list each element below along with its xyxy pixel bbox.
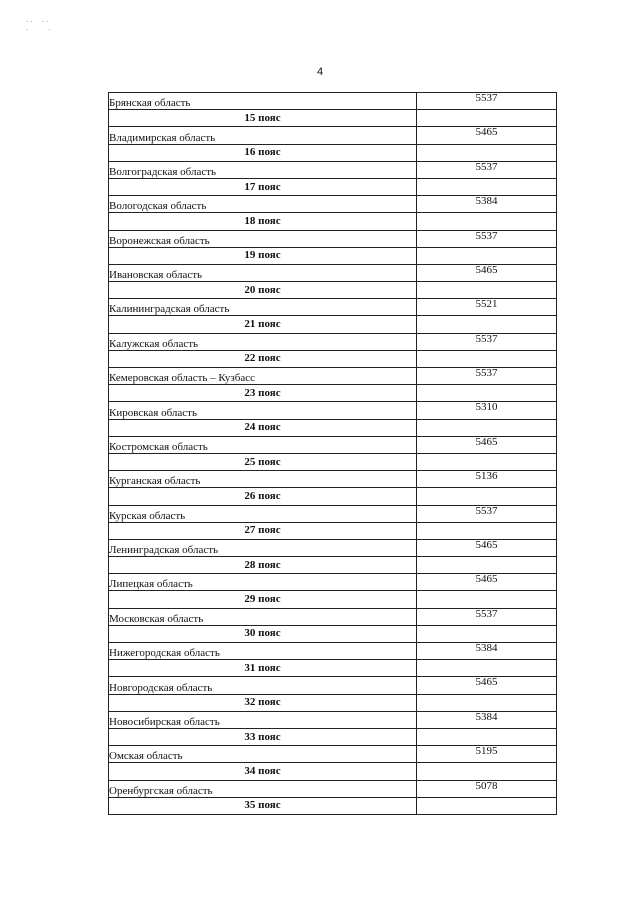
region-name: Липецкая область <box>109 574 417 591</box>
zone-header-row <box>109 178 557 195</box>
zone-value-empty <box>417 660 557 677</box>
region-value: 5465 <box>417 436 557 453</box>
region-name: Вологодская область <box>109 196 417 213</box>
zone-label: 26 пояс <box>109 488 417 505</box>
zone-value-empty <box>417 591 557 608</box>
zone-label: 25 пояс <box>109 453 417 470</box>
zone-label: 18 пояс <box>109 213 417 230</box>
zone-header-row <box>109 247 557 264</box>
zone-value-empty <box>417 557 557 574</box>
region-row <box>109 127 557 144</box>
zone-label: 23 пояс <box>109 385 417 402</box>
region-value: 5195 <box>417 746 557 763</box>
zone-value-empty <box>417 694 557 711</box>
page-number: 4 <box>316 66 324 78</box>
region-value: 5384 <box>417 711 557 728</box>
region-row <box>109 677 557 694</box>
region-name: Курганская область <box>109 471 417 488</box>
region-name: Кемеровская область – Кузбасс <box>109 368 417 385</box>
zone-header-row <box>109 282 557 299</box>
region-row <box>109 264 557 281</box>
region-row <box>109 471 557 488</box>
zone-label: 33 пояс <box>109 728 417 745</box>
region-row <box>109 711 557 728</box>
region-row <box>109 643 557 660</box>
region-row <box>109 746 557 763</box>
region-name: Ивановская область <box>109 264 417 281</box>
region-row <box>109 505 557 522</box>
region-name: Калининградская область <box>109 299 417 316</box>
region-row <box>109 436 557 453</box>
zone-value-empty <box>417 763 557 780</box>
region-row <box>109 780 557 797</box>
zone-value-empty <box>417 522 557 539</box>
region-name: Костромская область <box>109 436 417 453</box>
region-name: Оренбургская область <box>109 780 417 797</box>
zone-header-row <box>109 797 557 814</box>
zone-label: 15 пояс <box>109 110 417 127</box>
region-name: Нижегородская область <box>109 643 417 660</box>
zone-value-empty <box>417 385 557 402</box>
region-value: 5465 <box>417 127 557 144</box>
region-name: Новосибирская область <box>109 711 417 728</box>
region-name: Брянская область <box>109 93 417 110</box>
region-value: 5537 <box>417 161 557 178</box>
zone-label: 28 пояс <box>109 557 417 574</box>
zone-label: 20 пояс <box>109 282 417 299</box>
region-value: 5136 <box>417 471 557 488</box>
region-value: 5521 <box>417 299 557 316</box>
region-row <box>109 402 557 419</box>
zone-label: 22 пояс <box>109 350 417 367</box>
zone-value-empty <box>417 213 557 230</box>
zone-label: 27 пояс <box>109 522 417 539</box>
region-row <box>109 230 557 247</box>
zone-header-row <box>109 625 557 642</box>
zone-header-row <box>109 591 557 608</box>
region-row <box>109 161 557 178</box>
zone-value-empty <box>417 282 557 299</box>
region-row <box>109 93 557 110</box>
zone-label: 32 пояс <box>109 694 417 711</box>
zone-label: 21 пояс <box>109 316 417 333</box>
region-name: Волгоградская область <box>109 161 417 178</box>
region-value: 5384 <box>417 196 557 213</box>
region-row <box>109 539 557 556</box>
region-value: 5465 <box>417 264 557 281</box>
region-value: 5465 <box>417 677 557 694</box>
zone-value-empty <box>417 144 557 161</box>
zone-label: 29 пояс <box>109 591 417 608</box>
zone-value-empty <box>417 488 557 505</box>
region-value: 5384 <box>417 643 557 660</box>
region-value: 5537 <box>417 333 557 350</box>
zone-label: 16 пояс <box>109 144 417 161</box>
region-row <box>109 333 557 350</box>
zone-header-row <box>109 488 557 505</box>
region-value: 5465 <box>417 574 557 591</box>
zone-label: 24 пояс <box>109 419 417 436</box>
zone-value-empty <box>417 453 557 470</box>
region-value: 5537 <box>417 608 557 625</box>
region-row <box>109 368 557 385</box>
zone-header-row <box>109 660 557 677</box>
zone-value-empty <box>417 728 557 745</box>
zone-value-empty <box>417 797 557 814</box>
zone-label: 19 пояс <box>109 247 417 264</box>
zone-label: 17 пояс <box>109 178 417 195</box>
zone-value-empty <box>417 178 557 195</box>
region-name: Воронежская область <box>109 230 417 247</box>
scan-specks: · · · · · · <box>26 18 51 34</box>
region-row <box>109 196 557 213</box>
region-value: 5078 <box>417 780 557 797</box>
region-value: 5537 <box>417 505 557 522</box>
zone-value-empty <box>417 316 557 333</box>
region-name: Курская область <box>109 505 417 522</box>
zone-label: 34 пояс <box>109 763 417 780</box>
region-value: 5310 <box>417 402 557 419</box>
zone-label: 30 пояс <box>109 625 417 642</box>
region-value: 5537 <box>417 93 557 110</box>
zone-header-row <box>109 316 557 333</box>
region-name: Новгородская область <box>109 677 417 694</box>
region-name: Кировская область <box>109 402 417 419</box>
region-value: 5465 <box>417 539 557 556</box>
region-name: Московская область <box>109 608 417 625</box>
zone-header-row <box>109 144 557 161</box>
zones-table <box>108 92 557 815</box>
zone-header-row <box>109 694 557 711</box>
zone-value-empty <box>417 625 557 642</box>
zone-header-row <box>109 350 557 367</box>
zone-header-row <box>109 110 557 127</box>
zone-value-empty <box>417 350 557 367</box>
zone-header-row <box>109 763 557 780</box>
zone-header-row <box>109 419 557 436</box>
region-value: 5537 <box>417 368 557 385</box>
zone-header-row <box>109 557 557 574</box>
zone-header-row <box>109 213 557 230</box>
region-name: Омская область <box>109 746 417 763</box>
zone-label: 35 пояс <box>109 797 417 814</box>
zones-table-body <box>109 93 557 815</box>
region-row <box>109 608 557 625</box>
zone-header-row <box>109 728 557 745</box>
region-row <box>109 299 557 316</box>
zone-header-row <box>109 453 557 470</box>
zone-value-empty <box>417 247 557 264</box>
zone-value-empty <box>417 419 557 436</box>
region-row <box>109 574 557 591</box>
zone-header-row <box>109 522 557 539</box>
region-name: Владимирская область <box>109 127 417 144</box>
region-name: Ленинградская область <box>109 539 417 556</box>
zone-header-row <box>109 385 557 402</box>
zone-label: 31 пояс <box>109 660 417 677</box>
zone-value-empty <box>417 110 557 127</box>
region-value: 5537 <box>417 230 557 247</box>
region-name: Калужская область <box>109 333 417 350</box>
